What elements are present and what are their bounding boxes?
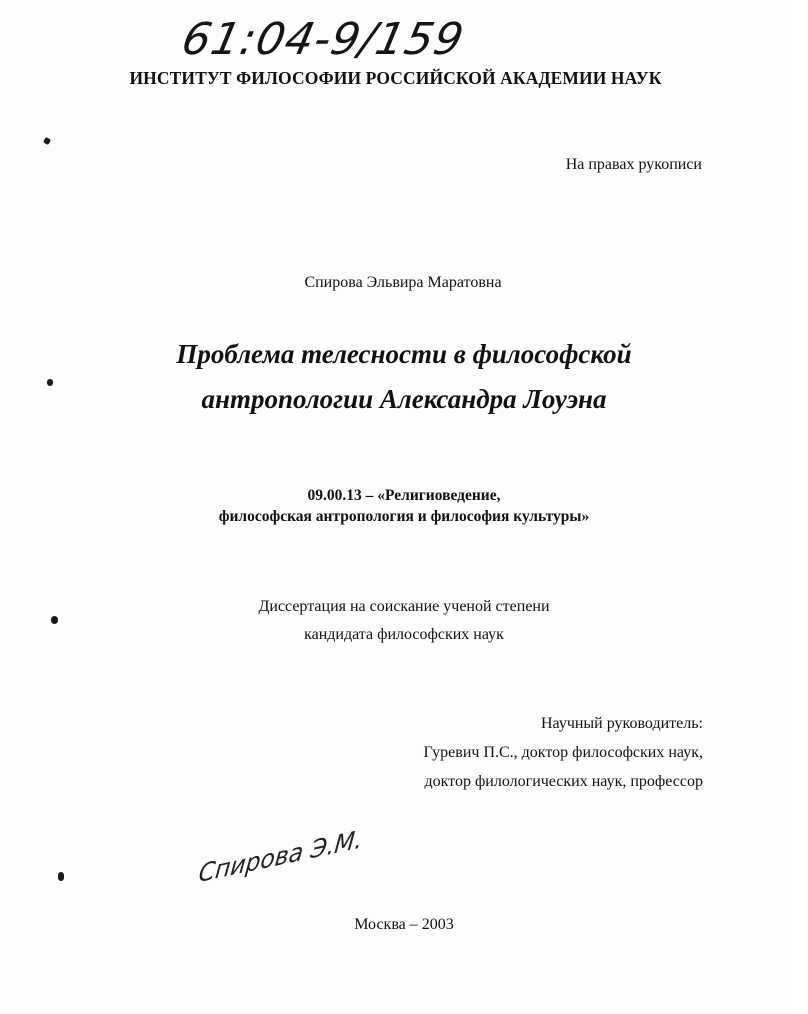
author-name: Спирова Эльвира Маратовна (304, 274, 502, 291)
handwritten-signature (197, 808, 396, 889)
specialty-line-2: философская антропология и философия культуры» (218, 508, 590, 525)
institute-heading: ИНСТИТУТ ФИЛОСОФИИ РОССИЙСКОЙ АКАДЕМИИ НАУК (129, 68, 662, 88)
specialty-code (0, 485, 808, 527)
binding-mark (58, 872, 64, 881)
rights-note: На правах рукописи (565, 156, 702, 173)
degree-line-1: Диссертация на соискание ученой степени (258, 598, 550, 615)
binding-mark (51, 616, 58, 624)
signature-text: Спирова Э.М. (197, 823, 364, 889)
binding-mark (47, 379, 53, 386)
supervisor-block (424, 709, 703, 796)
degree-statement (0, 593, 808, 649)
title-line-2: антропологии Александра Лоуэна (201, 384, 607, 414)
supervisor-line-1: Гуревич П.С., доктор философских наук, (423, 744, 703, 761)
dissertation-title (0, 332, 808, 422)
supervisor-label: Научный руководитель: (540, 715, 703, 732)
specialty-line-1: 09.00.13 – «Религиоведение, (307, 487, 501, 504)
supervisor-line-2: доктор филологических наук, профессор (424, 773, 703, 790)
degree-line-2: кандидата философских наук (304, 626, 504, 643)
city-year: Москва – 2003 (354, 916, 454, 933)
archive-code-text: 61:04-9/159 (177, 14, 469, 65)
title-line-1: Проблема телесности в философской (176, 339, 632, 369)
handwritten-archive-code (177, 6, 469, 68)
binding-mark (43, 137, 51, 145)
